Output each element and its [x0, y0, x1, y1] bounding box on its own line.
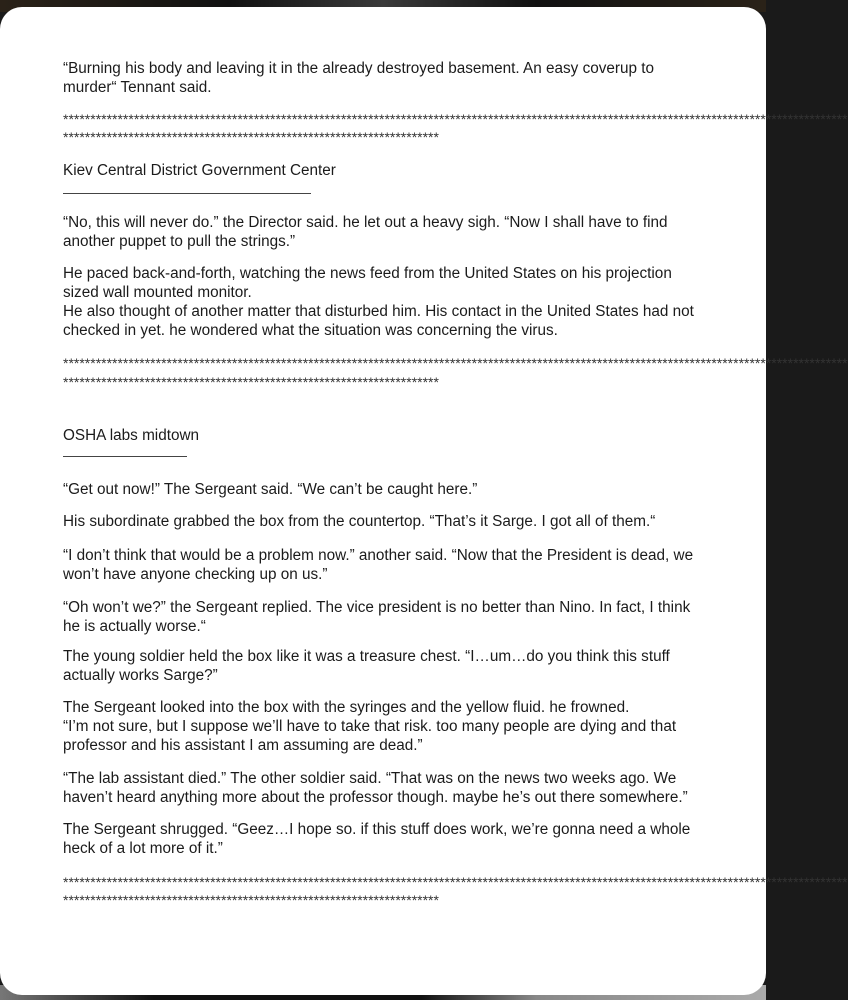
separator-line: ********************************************************************* [63, 129, 439, 145]
paragraph: His subordinate grabbed the box from the countertop. “That’s it Sarge. I got all of them.“ [63, 513, 656, 530]
separator-line: ********************************************************************* [63, 892, 439, 908]
section-heading: OSHA labs midtown [63, 427, 200, 444]
paragraph: The Sergeant shrugged. “Geez…I hope so. if this stuff does work, we’re gonna need a whole heck of a lot more of it.” [63, 821, 691, 857]
heading-underline [63, 456, 187, 457]
paragraph: “I don’t think that would be a problem now.” another said. “Now that the President is dead, we won’t have anyone checking up on us.” [63, 547, 694, 583]
paragraph: The young soldier held the box like it was a treasure chest. “I…um…do you think this stuff actually works Sarge?” [63, 648, 670, 684]
separator-line: ************************************************************************************************************************************************ [63, 355, 848, 371]
paragraph: He paced back-and-forth, watching the news feed from the United States on his projection sized wall mounted monitor. [63, 265, 672, 301]
paragraph: “I’m not sure, but I suppose we’ll have to take that risk. too many people are dying and that professor and his assistant I am assuming are dead.” [63, 718, 677, 754]
paragraph: “Get out now!” The Sergeant said. “We can’t be caught here.” [63, 481, 478, 498]
separator-line: ************************************************************************************************************************************************ [63, 874, 848, 890]
paragraph: “Oh won’t we?” the Sergeant replied. The vice president is no better than Nino. In fact, I think he is actually worse.“ [63, 599, 691, 635]
paragraph: The Sergeant looked into the box with the syringes and the yellow fluid. he frowned. [63, 699, 630, 716]
separator-line: ************************************************************************************************************************************************ [63, 111, 848, 127]
paragraph: “The lab assistant died.” The other soldier said. “That was on the news two weeks ago. We haven’t heard anything more about the professor though. maybe he’s out there somewhere.” [63, 770, 688, 806]
paragraph: He also thought of another matter that disturbed him. His contact in the United States had not checked in yet. he wondered what the situation was concerning the virus. [63, 303, 694, 339]
document-page[interactable] [0, 7, 848, 995]
heading-underline [63, 193, 311, 194]
separator-line: ********************************************************************* [63, 374, 439, 390]
section-heading: Kiev Central District Government Center [63, 162, 336, 179]
paragraph: “No, this will never do.” the Director said. he let out a heavy sigh. “Now I shall have to find another puppet to pull the strings.” [63, 214, 668, 250]
paragraph: “Burning his body and leaving it in the already destroyed basement. An easy coverup to murder“ Tennant said. [63, 60, 654, 96]
